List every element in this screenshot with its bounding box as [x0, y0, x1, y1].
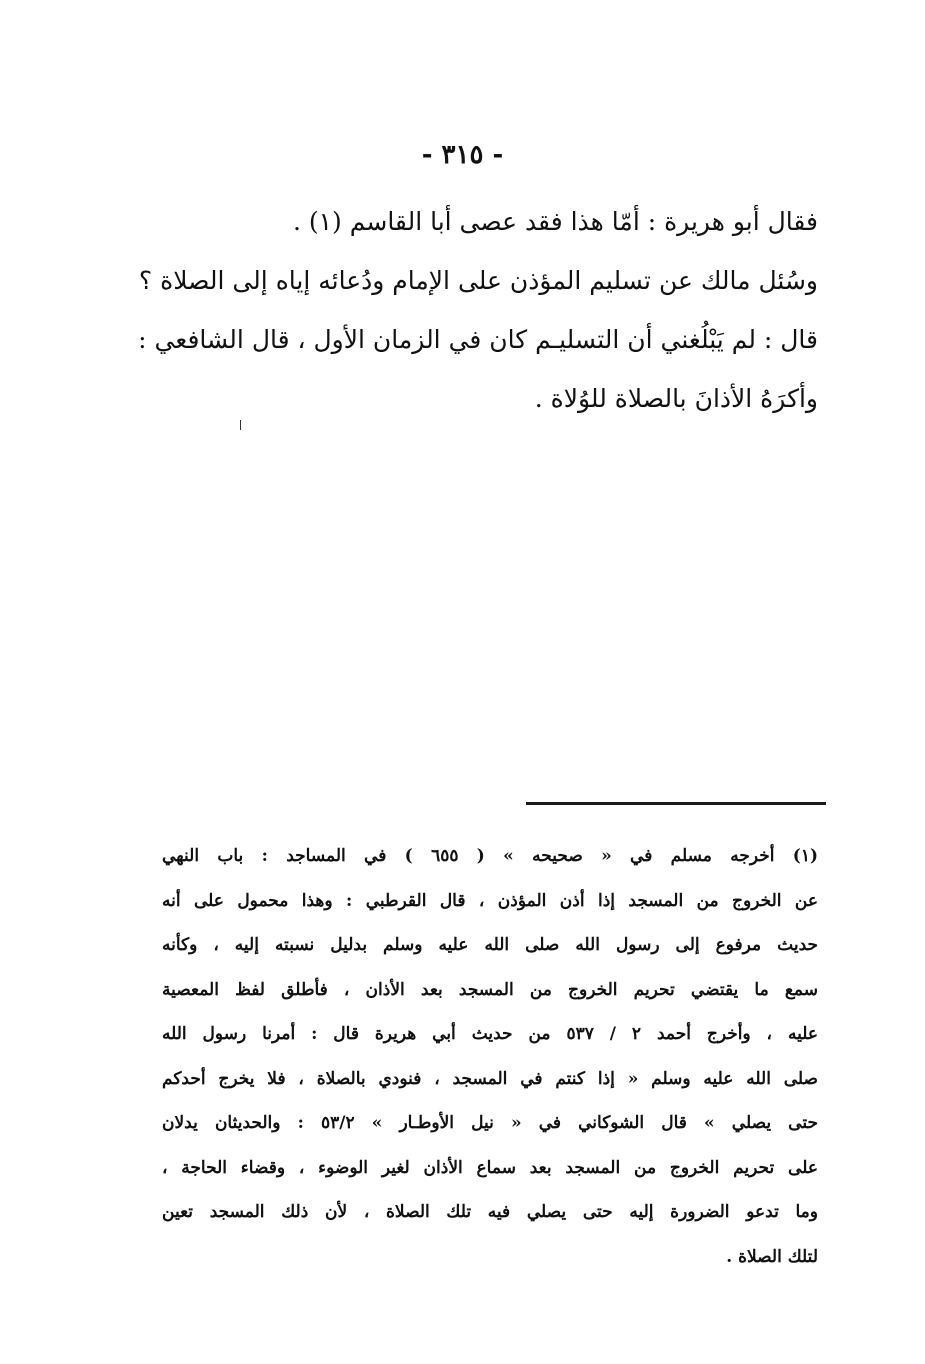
footnote-line: عليه ، وأخرج أحمد ٢ / ٥٣٧ من حديث أبي هريرة قال : أمرنا رسول الله	[162, 1024, 818, 1044]
footnote-line: سمع ما يقتضي تحريم الخروج من المسجد بعد الأذان ، فأطلق لفظ المعصية	[162, 979, 818, 1000]
footnote-line: وما تدعو الضرورة إليه حتى يصلي فيه تلك الصلاة ، لأن ذلك المسجد تعين	[162, 1202, 818, 1222]
footnote-line: لتلك الصلاة .	[726, 1246, 818, 1267]
footnote	[162, 834, 818, 1279]
main-text-line: فقال أبو هريرة : أمّا هذا فقد عصى أبا القاسم (١) .	[292, 207, 818, 236]
page-number: - ٣١٥ -	[421, 140, 504, 170]
main-text-line: قال : لم يَبْلُغني أن التسليـم كان في الزمان الأول ، قال الشافعي :	[138, 325, 818, 354]
main-text-line: وسُئل مالك عن تسليم المؤذن على الإمام ودُعائه إياه إلى الصلاة ؟	[138, 266, 818, 295]
footnote-line: على تحريم الخروج من المسجد بعد سماع الأذان لغير الوضوء ، وقضاء الحاجة ،	[162, 1157, 818, 1178]
footnote-divider	[526, 802, 826, 805]
footnote-line: (١) أخرجه مسلم في « صحيحه » ( ٦٥٥ ) في المساجد : باب النهي	[162, 846, 818, 866]
footnote-line: عن الخروج من المسجد إذا أذن المؤذن ، قال القرطبي : وهذا محمول على أنه	[162, 890, 818, 911]
footnote-line: حديث مرفوع إلى رسول الله صلى الله عليه وسلم بدليل نسبته إليه ، وكأنه	[162, 935, 818, 955]
main-text-line: وأكرَهُ الأذانَ بالصلاة للوُلاة .	[534, 384, 818, 413]
footnote-line: حتى يصلي » قال الشوكاني في « نيل الأوطـار » ٥٣/٢ : والحديثان يدلان	[162, 1113, 818, 1133]
stray-mark	[240, 420, 241, 430]
main-text	[138, 192, 818, 428]
footnote-line: صلى الله عليه وسلم « إذا كنتم في المسجد ، فنودي بالصلاة ، فلا يخرج أحدكم	[162, 1068, 818, 1089]
